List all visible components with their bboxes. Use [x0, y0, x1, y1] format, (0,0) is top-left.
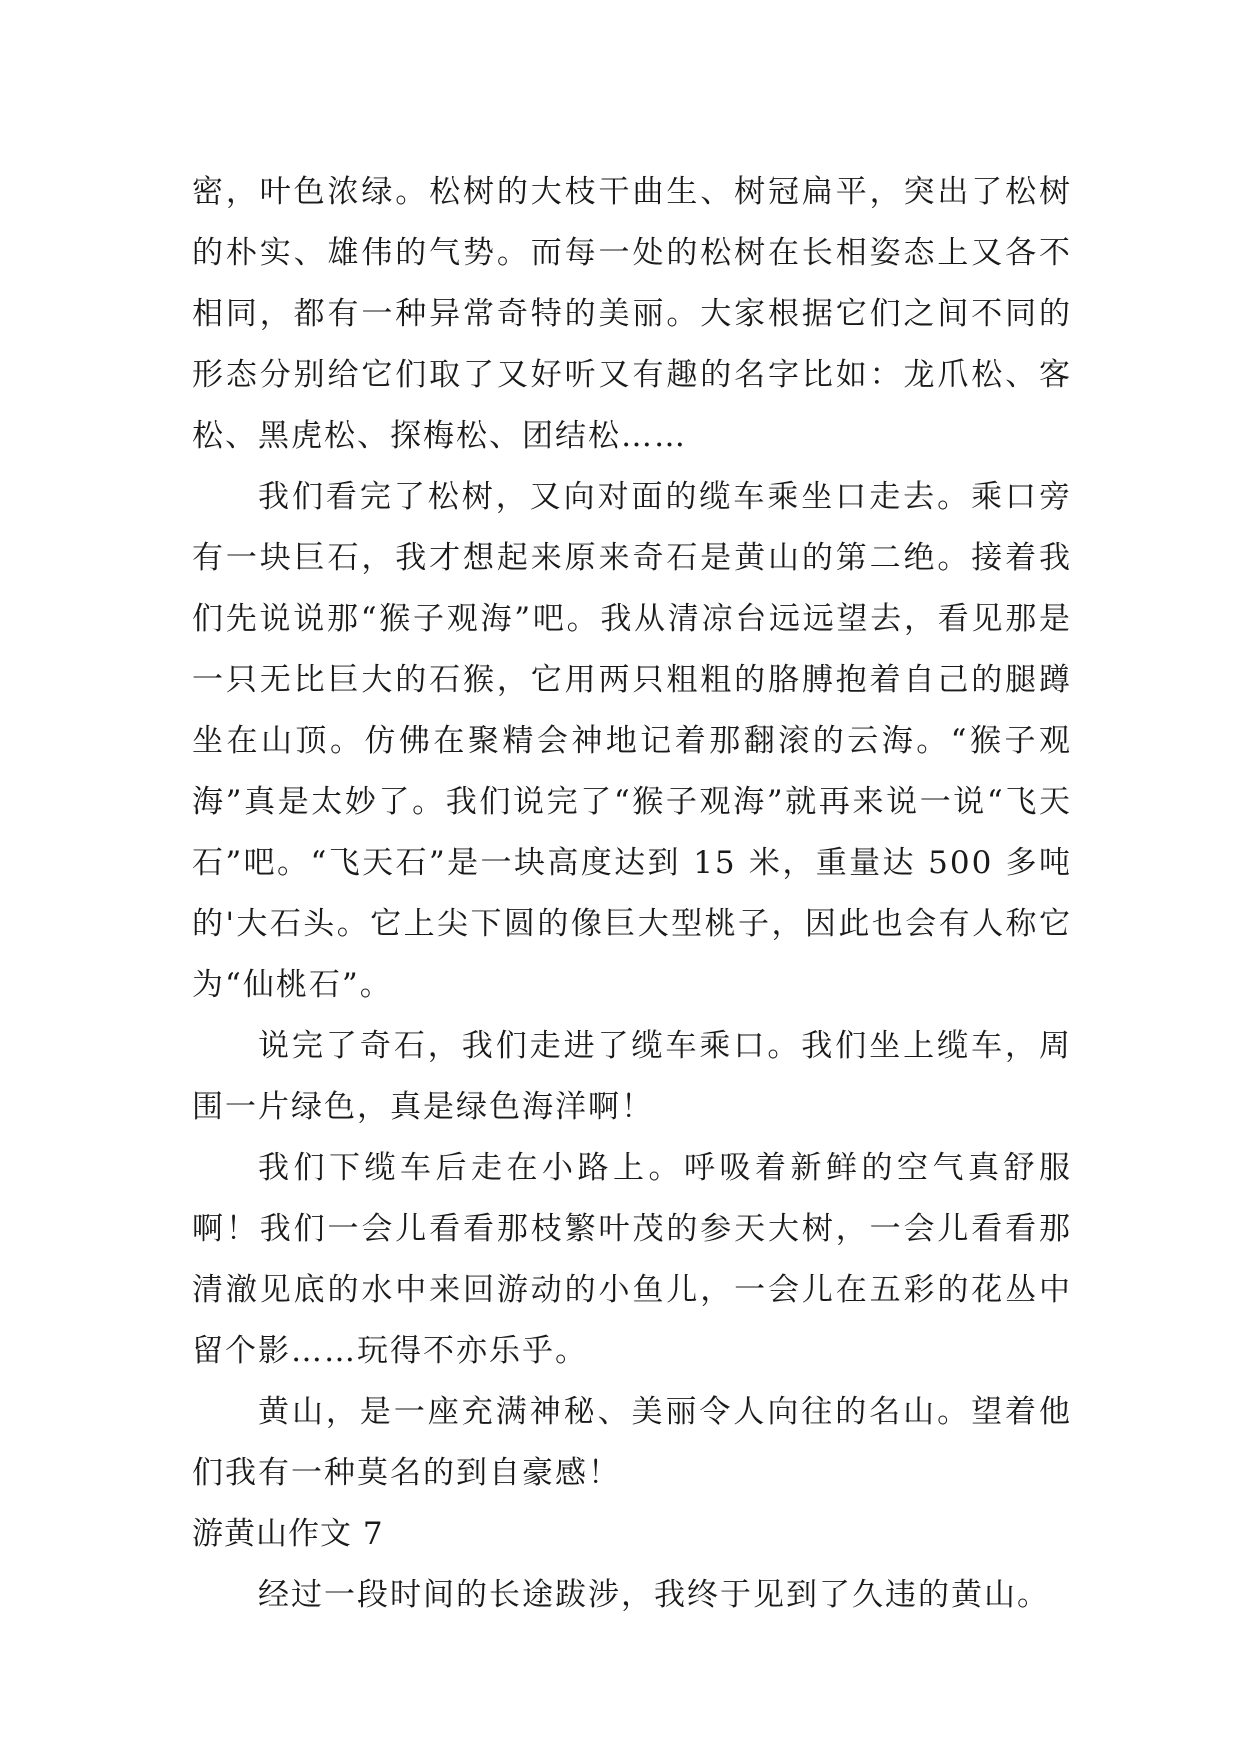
document-body	[192, 162, 1072, 1626]
paragraph-continued: 密，叶色浓绿。松树的大枝干曲生、树冠扁平，突出了松树的朴实、雄伟的气势。而每一处的松树在长相姿态上又各不相同，都有一种异常奇特的美丽。大家根据它们之间不同的形态分别给它们取了又好听又有趣的名字比如：龙爪松、客松、黑虎松、探梅松、团结松……	[192, 174, 1072, 454]
paragraph-essay-7-opening: 经过一段时间的长途跋涉，我终于见到了久违的黄山。	[258, 1577, 1050, 1613]
paragraph-conclusion: 黄山，是一座充满神秘、美丽令人向往的名山。望着他们我有一种莫名的到自豪感！	[192, 1394, 1072, 1491]
paragraph-cable-car: 说完了奇石，我们走进了缆车乘口。我们坐上缆车，周围一片绿色，真是绿色海洋啊！	[192, 1028, 1072, 1125]
section-title: 游黄山作文 7	[192, 1516, 384, 1552]
paragraph-trail-walk: 我们下缆车后走在小路上。呼吸着新鲜的空气真舒服啊！我们一会儿看看那枝繁叶茂的参天大树，一会儿看看那清澈见底的水中来回游动的小鱼儿，一会儿在五彩的花丛中留个影……玩得不亦乐乎。	[192, 1150, 1072, 1369]
paragraph-strange-rocks: 我们看完了松树，又向对面的缆车乘坐口走去。乘口旁有一块巨石，我才想起来原来奇石是黄山的第二绝。接着我们先说说那“猴子观海”吧。我从清凉台远远望去，看见那是一只无比巨大的石猴，它用两只粗粗的胳膊抱着自己的腿蹲坐在山顶。仿佛在聚精会神地记着那翻滚的云海。“猴子观海”真是太妙了。我们说完了“猴子观海”就再来说一说“飞天石”吧。“飞天石”是一块高度达到 15 米，重量达 500 多吨的'大石头。它上尖下圆的像巨大型桃子，因此也会有人称它为“仙桃石”。	[192, 479, 1072, 1003]
